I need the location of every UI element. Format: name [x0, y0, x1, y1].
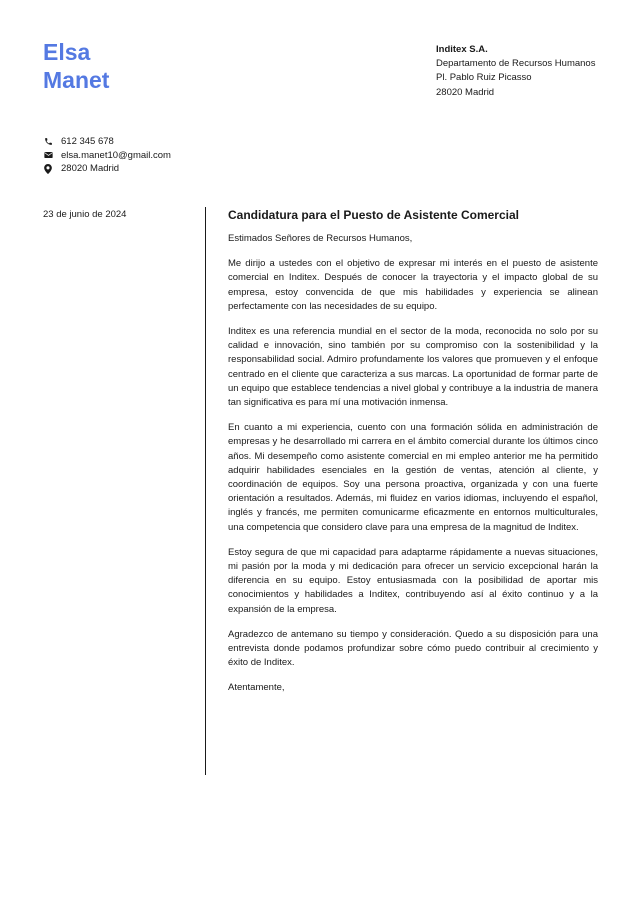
- vertical-divider: [205, 207, 206, 775]
- phone-icon: [43, 137, 53, 147]
- sender-contact: [43, 135, 171, 176]
- letter-paragraph: Estoy segura de que mi capacidad para adaptarme rápidamente a nuevas situaciones, mi pasión por la moda y mi dedicación para ofrecer un servicio excepcional harán la diferencia en su equipo. Estoy entusiasmada con la posibilidad de aportar mis conocimientos y habilidades a Inditex, contribuyendo así al éxito continuo y a la expansión de la empresa.: [228, 546, 598, 615]
- recipient-address: [436, 43, 616, 100]
- letter-paragraph: En cuanto a mi experiencia, cuento con una formación sólida en administración de empresas y he desarrollado mi carrera en el ámbito comercial durante los últimos cinco años. Mi desempeño como asistente comercial en mi empleo anterior me ha permitido adquirir habilidades esenciales en la gestión de ventas, atención al cliente, y coordinación de equipos. Soy una persona proactiva, organizada y con una fuerte orientación a resultados. Además, mi fluidez en varios idiomas, incluyendo el español, inglés y francés, me permiten comunicarme eficazmente en entornos multiculturales, una competencia que considero clave para una empresa de la magnitud de Inditex.: [228, 422, 598, 533]
- envelope-icon: [43, 150, 53, 160]
- recipient-city: 28020 Madrid: [436, 86, 495, 98]
- letter-paragraph: Me dirijo a ustedes con el objetivo de expresar mi interés en el puesto de asistente comercial en Inditex. Después de conocer la trayectoria y el impacto global de su empresa, estoy convencida de que mis habilidades y experiencia se alinean perfectamente con las necesidades de su equipo.: [228, 258, 598, 312]
- sender-name: [43, 38, 109, 94]
- letter-closing: Atentamente,: [228, 682, 285, 694]
- email-text: elsa.manet10@gmail.com: [61, 149, 171, 161]
- contact-phone: [43, 135, 171, 149]
- letter-paragraph: Agradezco de antemano su tiempo y consideración. Quedo a su disposición para una entrevista donde podamos profundizar sobre cómo puedo contribuir al crecimiento y éxito de Inditex.: [228, 628, 598, 669]
- contact-email: [43, 149, 171, 163]
- sender-first-name: Elsa: [43, 39, 91, 65]
- phone-text: 612 345 678: [61, 136, 114, 147]
- sender-last-name: Manet: [43, 67, 110, 93]
- recipient-street: Pl. Pablo Ruiz Picasso: [436, 72, 532, 84]
- letter-date: 23 de junio de 2024: [43, 209, 127, 220]
- letter-greeting: Estimados Señores de Recursos Humanos,: [228, 233, 413, 244]
- recipient-company: Inditex S.A.: [436, 44, 488, 55]
- letter-paragraph: Inditex es una referencia mundial en el sector de la moda, reconocida no solo por su calidad e innovación, sino también por su compromiso con la sostenibilidad y la responsabilidad social. Admiro profundamente los valores que promueven y el enfoque centrado en el cliente que caracteriza a sus marcas. La oportunidad de formar parte de un equipo que establece tendencias a nivel global y contribuye a la industria de manera tan significativa es para mí una motivación inmensa.: [228, 326, 598, 409]
- contact-location: [43, 162, 171, 176]
- recipient-department: Departamento de Recursos Humanos: [436, 58, 596, 70]
- map-pin-icon: [43, 164, 53, 174]
- letter-body: [228, 207, 598, 707]
- letter-title: Candidatura para el Puesto de Asistente Comercial: [228, 208, 519, 222]
- location-text: 28020 Madrid: [61, 163, 120, 175]
